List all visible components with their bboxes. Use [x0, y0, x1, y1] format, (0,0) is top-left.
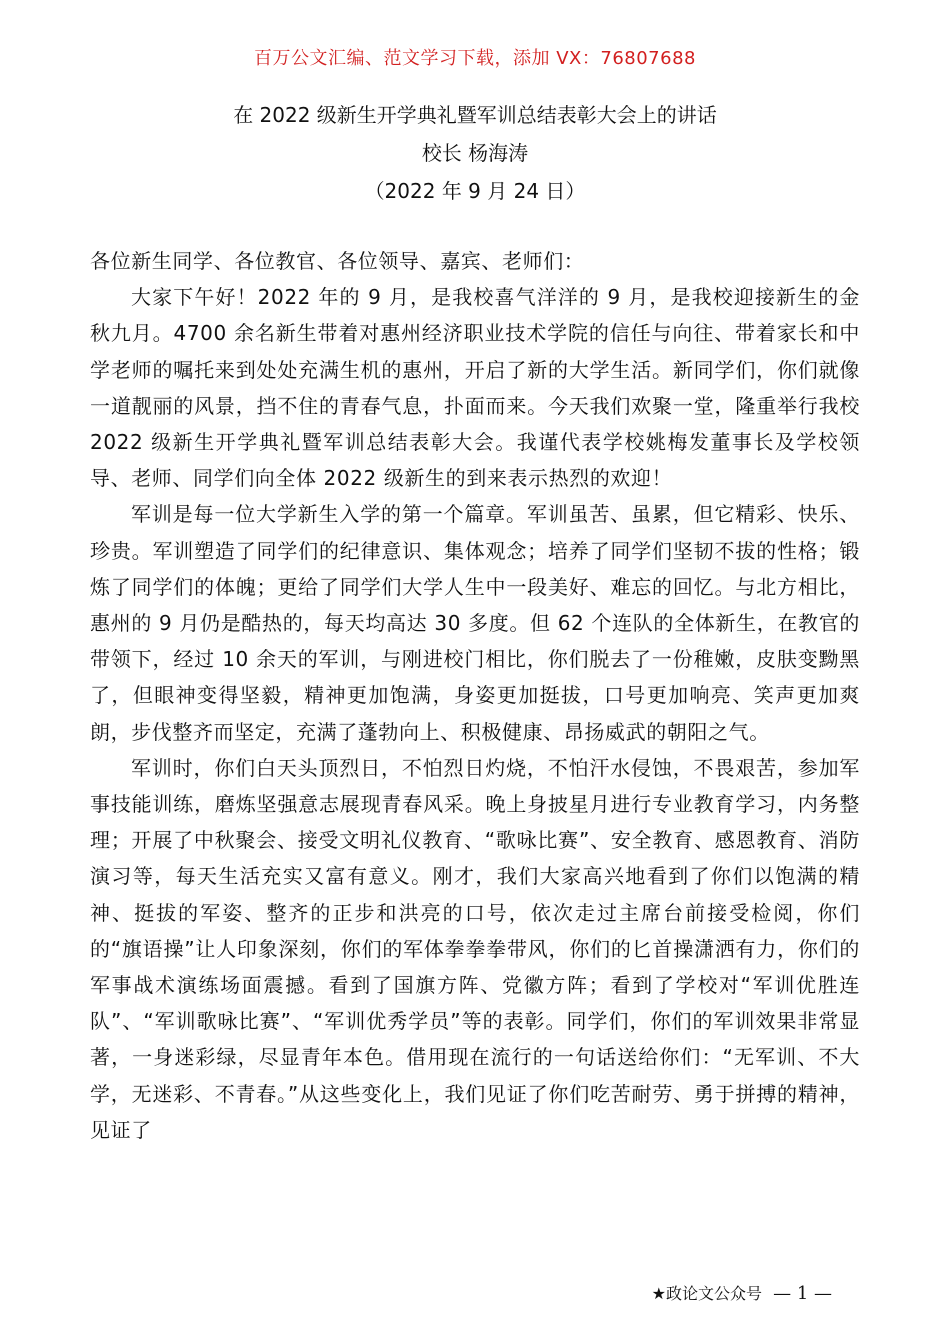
speaker-line: 校长 杨海涛 [421, 141, 529, 165]
paragraph-2: 军训是每一位大学新生入学的第一个篇章。军训虽苦、虽累，但它精彩、快乐、珍贵。军训塑造了同学们的纪律意识、集体观念；培养了同学们坚韧不拔的性格；锻炼了同学们的体魄；更给了同学们大学人生中一段美好、难忘的回忆。与北方相比，惠州的 9 月仍是酷热的，每天均高达 30 多度。但 62 个连队的全体新生，在教官的带领下，经过 10 余天的军训，与刚进校门相比，你们脱去了一份稚嫩，皮肤变黝黑了，但眼神变得坚毅，精神更加饱满，身姿更加挺拔，口号更加响亮、笑声更加爽朗，步伐整齐而坚定，充满了蓬勃向上、积极健康、昂扬威武的朝阳之气。 [90, 502, 860, 744]
page-number: — 1 — [773, 1283, 832, 1304]
speech-body [90, 243, 860, 1148]
date-line: （2022 年 9 月 24 日） [364, 179, 586, 203]
footer-source: ★政论文公众号 [651, 1284, 762, 1303]
document-title: 在 2022 级新生开学典礼暨军训总结表彰大会上的讲话 [233, 103, 717, 127]
paragraph-1: 大家下午好！2022 年的 9 月，是我校喜气洋洋的 9 月，是我校迎接新生的金秋九月。4700 余名新生带着对惠州经济职业技术学院的信任与向往、带着家长和中学老师的嘱托来到处处充满生机的惠州，开启了新的大学生活。新同学们，你们就像一道靓丽的风景，挡不住的青春气息，扑面而来。今天我们欢聚一堂，隆重举行我校 2022 级新生开学典礼暨军训总结表彰大会。我谨代表学校姚梅发董事长及学校领导、老师、同学们向全体 2022 级新生的到来表示热烈的欢迎！ [90, 285, 860, 491]
paragraph-3: 军训时，你们白天头顶烈日，不怕烈日灼烧，不怕汗水侵蚀，不畏艰苦，参加军事技能训练，磨炼坚强意志展现青春风采。晚上身披星月进行专业教育学习，内务整理；开展了中秋聚会、接受文明礼仪教育、“歌咏比赛”、安全教育、感恩教育、消防演习等，每天生活充实又富有意义。刚才，我们大家高兴地看到了你们以饱满的精神、挺拔的军姿、整齐的正步和洪亮的口号，依次走过主席台前接受检阅，你们的“旗语操”让人印象深刻，你们的军体拳拳拳带风，你们的匕首操潇洒有力，你们的军事战术演练场面震撼。看到了国旗方阵、党徽方阵；看到了学校对“军训优胜连队”、“军训歌咏比赛”、“军训优秀学员”等的表彰。同学们，你们的军训效果非常显著，一身迷彩绿，尽显青年本色。借用现在流行的一句话送给你们：“无军训、不大学，无迷彩、不青春。”从这些变化上，我们见证了你们吃苦耐劳、勇于拼搏的精神，见证了 [90, 755, 860, 1142]
salutation: 各位新生同学、各位教官、各位领导、嘉宾、老师们： [90, 249, 585, 273]
title-block [0, 96, 950, 210]
header-banner: 百万公文汇编、范文学习下载，添加 VX：76807688 [254, 48, 696, 69]
page-footer [652, 1282, 832, 1306]
